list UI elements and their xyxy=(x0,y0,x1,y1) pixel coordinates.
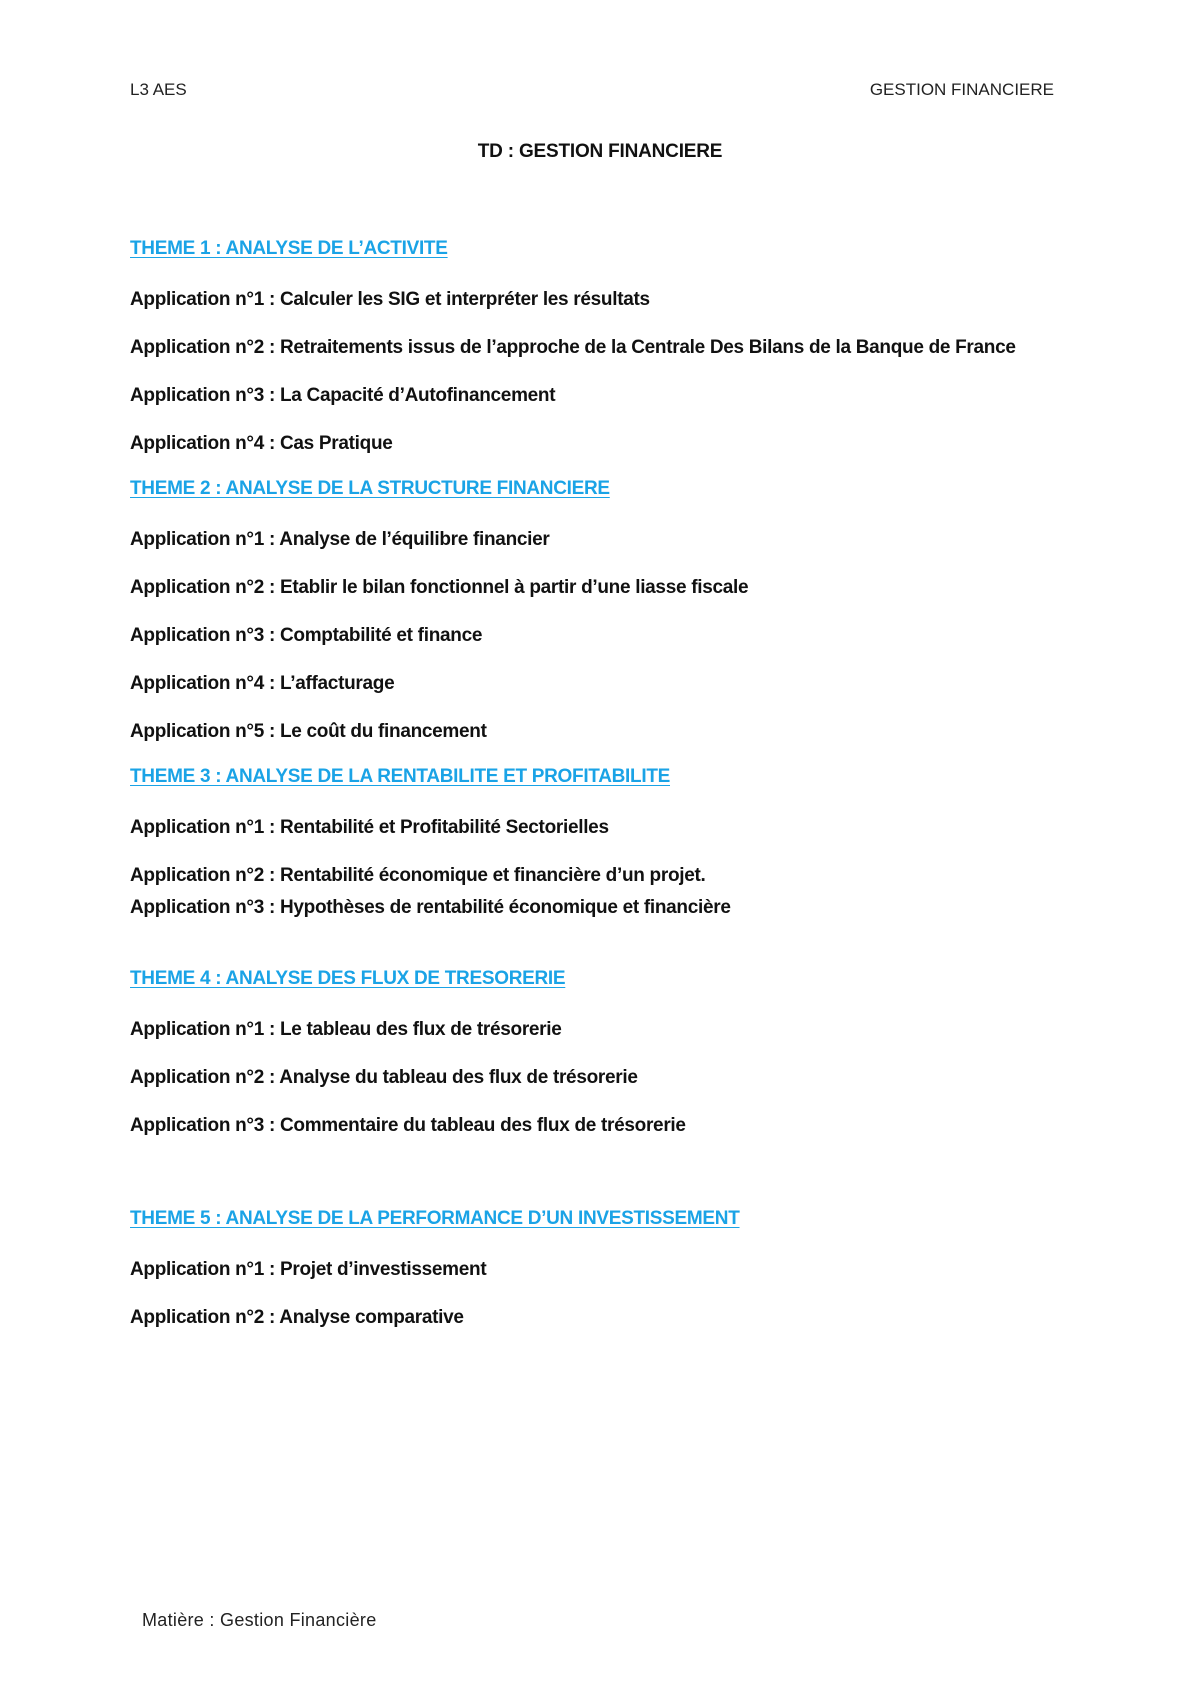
section-spacer xyxy=(130,1158,1070,1206)
page-header xyxy=(130,80,1054,104)
theme-2-application-3: Application n°3 : Comptabilité et finance xyxy=(130,625,483,646)
theme-2-application-2: Application n°2 : Etablir le bilan fonctionnel à partir d’une liasse fiscale xyxy=(130,577,749,598)
header-course: L3 AES xyxy=(130,80,187,99)
theme-4-application-3: Application n°3 : Commentaire du tableau des flux de trésorerie xyxy=(130,1115,686,1136)
theme-3-application-1: Application n°1 : Rentabilité et Profitabilité Sectorielles xyxy=(130,817,609,838)
theme-4-application-2: Application n°2 : Analyse du tableau des flux de trésorerie xyxy=(130,1067,638,1088)
page-footer: Matière : Gestion Financière xyxy=(142,1610,377,1630)
section-spacer xyxy=(130,940,1070,966)
document-title: TD : GESTION FINANCIERE xyxy=(477,141,723,162)
theme-1-application-1: Application n°1 : Calculer les SIG et interpréter les résultats xyxy=(130,289,650,310)
document-body xyxy=(130,236,1070,1350)
header-subject: GESTION FINANCIERE xyxy=(869,80,1054,99)
theme-2-application-1: Application n°1 : Analyse de l’équilibre financier xyxy=(130,529,550,550)
theme-1-title: THEME 1 : ANALYSE DE L’ACTIVITE xyxy=(130,238,448,259)
theme-2-application-5: Application n°5 : Le coût du financement xyxy=(130,721,487,742)
theme-4-title: THEME 4 : ANALYSE DES FLUX DE TRESORERIE xyxy=(130,968,566,989)
theme-4-application-1: Application n°1 : Le tableau des flux de trésorerie xyxy=(130,1019,562,1040)
theme-5-application-1: Application n°1 : Projet d’investissement xyxy=(130,1259,487,1280)
theme-2-application-4: Application n°4 : L’affacturage xyxy=(130,673,395,694)
theme-3-application-3: Application n°3 : Hypothèses de rentabilité économique et financière xyxy=(130,897,731,918)
theme-1-application-4: Application n°4 : Cas Pratique xyxy=(130,433,393,454)
theme-5-title: THEME 5 : ANALYSE DE LA PERFORMANCE D’UN INVESTISSEMENT xyxy=(130,1208,740,1229)
theme-3-title: THEME 3 : ANALYSE DE LA RENTABILITE ET PROFITABILITE xyxy=(130,766,670,787)
theme-1-application-2: Application n°2 : Retraitements issus de l’approche de la Centrale Des Bilans de la Banque de France xyxy=(130,337,1016,358)
theme-5-application-2: Application n°2 : Analyse comparative xyxy=(130,1307,464,1328)
theme-2-title: THEME 2 : ANALYSE DE LA STRUCTURE FINANCIERE xyxy=(130,478,610,499)
theme-1-application-3: Application n°3 : La Capacité d’Autofinancement xyxy=(130,385,556,406)
theme-3-application-2: Application n°2 : Rentabilité économique et financière d’un projet. xyxy=(130,865,706,886)
